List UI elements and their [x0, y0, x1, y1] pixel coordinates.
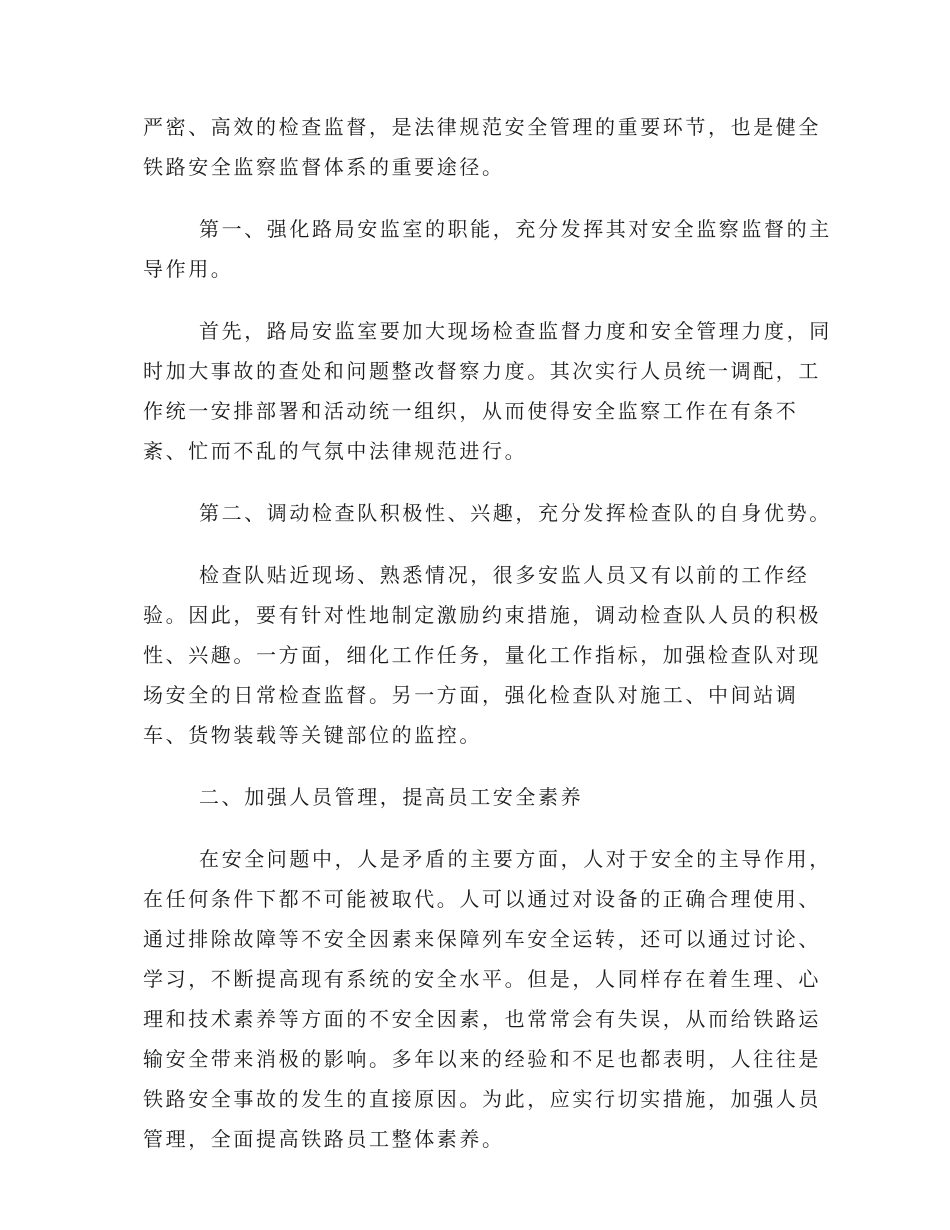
text-line: 第二、调动检查队积极性、兴趣，充分发挥检查队的自身优势。 — [199, 501, 832, 525]
text-line: 在任何条件下都不可能被取代。人可以通过对设备的正确合理使用、 — [143, 887, 821, 911]
paragraph — [143, 839, 832, 1159]
text-line: 铁路安全监察监督体系的重要途径。 — [143, 155, 505, 179]
paragraph — [143, 107, 821, 187]
text-line: 输安全带来消极的影响。多年以来的经验和不足也都表明，人往往是 — [143, 1047, 821, 1071]
paragraph — [143, 555, 821, 755]
section-heading — [143, 777, 805, 817]
document-body — [143, 107, 832, 1181]
text-line: 通过排除故障等不安全因素来保障列车安全运转，还可以通过讨论、 — [143, 927, 821, 951]
text-line: 时加大事故的查处和问题整改督察力度。其次实行人员统一调配，工 — [143, 359, 821, 383]
text-line: 紊、忙而不乱的气氛中法律规范进行。 — [143, 439, 528, 463]
text-line: 检查队贴近现场、熟悉情况，很多安监人员又有以前的工作经 — [199, 563, 810, 587]
text-line: 理和技术素养等方面的不安全因素，也常常会有失误，从而给铁路运 — [143, 1007, 821, 1031]
paragraph — [143, 311, 832, 471]
text-line: 二、加强人员管理，提高员工安全素养 — [199, 785, 584, 809]
text-line: 场安全的日常检查监督。另一方面，强化检查队对施工、中间站调 — [143, 683, 799, 707]
text-line: 导作用。 — [143, 257, 234, 281]
text-line: 在安全问题中，人是矛盾的主要方面，人对于安全的主导作用， — [199, 847, 832, 871]
text-line: 严密、高效的检查监督，是法律规范安全管理的重要环节，也是健全 — [143, 115, 821, 139]
text-line: 验。因此，要有针对性地制定激励约束措施，调动检查队人员的积极 — [143, 603, 821, 627]
text-line: 首先，路局安监室要加大现场检查监督力度和安全管理力度，同 — [199, 319, 832, 343]
paragraph-heading — [143, 209, 832, 289]
text-line: 第一、强化路局安监室的职能，充分发挥其对安全监察监督的主 — [199, 217, 832, 241]
text-line: 铁路安全事故的发生的直接原因。为此，应实行切实措施，加强人员 — [143, 1087, 821, 1111]
text-line: 管理，全面提高铁路员工整体素养。 — [143, 1127, 505, 1151]
text-line: 性、兴趣。一方面，细化工作任务，量化工作指标，加强检查队对现 — [143, 643, 821, 667]
text-line: 作统一安排部署和活动统一组织，从而使得安全监察工作在有条不 — [143, 399, 799, 423]
paragraph-heading — [143, 493, 832, 533]
text-line: 车、货物装载等关键部位的监控。 — [143, 723, 482, 747]
text-line: 学习，不断提高现有系统的安全水平。但是，人同样存在着生理、心 — [143, 967, 821, 991]
